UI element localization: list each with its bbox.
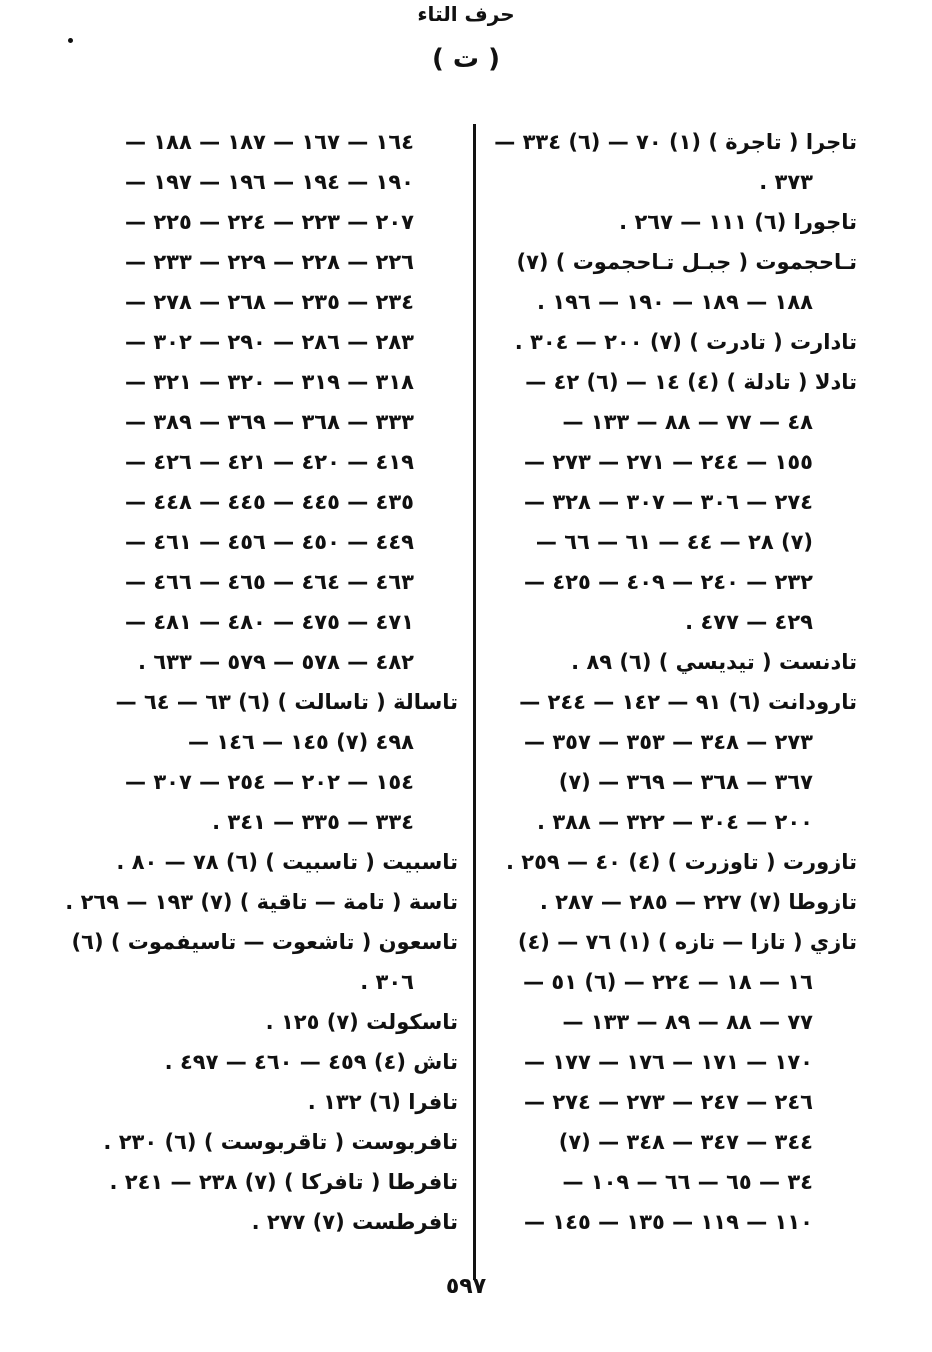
index-continuation-line: ٣٣٣ — ٣٦٨ — ٣٦٩ — ٣٨٩ — [125, 410, 414, 434]
index-continuation-line: ٤٩٨ (٧) ١٤٥ — ١٤٦ — [188, 730, 414, 754]
index-entry-line: تاش (٤) ٤٥٩ — ٤٦٠ — ٤٩٧ . [164, 1050, 458, 1074]
index-continuation-line: ١٦٤ — ١٦٧ — ١٨٧ — ١٨٨ — [125, 130, 414, 154]
index-entry-line: تازي ( تازا — تازه ) (١) ٧٦ — (٤) [517, 930, 857, 954]
index-continuation-line: ٢٠٠ — ٣٠٤ — ٣٢٢ — ٣٨٨ . [537, 810, 813, 834]
index-continuation-line: ٣٤٤ — ٣٤٧ — ٣٤٨ — (٧) [558, 1130, 813, 1154]
index-entry-line: تافرطا ( تافركا ) (٧) ٢٣٨ — ٢٤١ . [109, 1170, 458, 1194]
index-continuation-line: ٢٨٣ — ٢٨٦ — ٢٩٠ — ٣٠٢ — [125, 330, 414, 354]
ink-dot [68, 38, 73, 43]
index-continuation-line: ٢٢٦ — ٢٢٨ — ٢٢٩ — ٢٣٣ — [125, 250, 414, 274]
index-entry-line: تاسبيت ( تاسبيت ) (٦) ٧٨ — ٨٠ . [116, 850, 458, 874]
index-continuation-line: ١٦ — ١٨ — ٢٢٤ — (٦) ٥١ — [523, 970, 813, 994]
index-entry-line: تازوطا (٧) ٢٢٧ — ٢٨٥ — ٢٨٧ . [539, 890, 857, 914]
index-continuation-line: ٣٣٤ — ٣٣٥ — ٣٤١ . [212, 810, 414, 834]
index-entry-line: تاسالة ( تاسالت ) (٦) ٦٣ — ٦٤ — [115, 690, 458, 714]
index-continuation-line: ٤٣٥ — ٤٤٥ — ٤٤٥ — ٤٤٨ — [125, 490, 414, 514]
index-continuation-line: (٧) ٢٨ — ٤٤ — ٦١ — ٦٦ — [535, 530, 813, 554]
index-continuation-line: ١٩٠ — ١٩٤ — ١٩٦ — ١٩٧ — [125, 170, 414, 194]
index-entry-line: تافربوست ( تاقربوست ) (٦) ٢٣٠ . [103, 1130, 458, 1154]
index-entry-line: تافرا (٦) ١٣٢ . [307, 1090, 458, 1114]
index-continuation-line: ٧٧ — ٨٨ — ٨٩ — ١٣٣ — [562, 1010, 813, 1034]
index-continuation-line: ٤٨ — ٧٧ — ٨٨ — ١٣٣ — [562, 410, 813, 434]
column-divider [473, 124, 476, 1280]
index-entry-line: تادارت ( تادرت ) (٧) ٢٠٠ — ٣٠٤ . [514, 330, 857, 354]
index-continuation-line: ٢٧٤ — ٣٠٦ — ٣٠٧ — ٣٢٨ — [524, 490, 813, 514]
index-continuation-line: ٢٧٣ — ٣٤٨ — ٣٥٣ — ٣٥٧ — [524, 730, 813, 754]
section-header: حرف التاء [417, 2, 515, 26]
index-continuation-line: ٤٧١ — ٤٧٥ — ٤٨٠ — ٤٨١ — [125, 610, 414, 634]
page-number: ٥٩٧ [445, 1274, 487, 1299]
index-continuation-line: ٢٣٤ — ٢٣٥ — ٢٦٨ — ٢٧٨ — [125, 290, 414, 314]
index-continuation-line: ٣٤ — ٦٥ — ٦٦ — ١٠٩ — [562, 1170, 813, 1194]
index-continuation-line: ٣١٨ — ٣١٩ — ٣٢٠ — ٣٢١ — [125, 370, 414, 394]
index-continuation-line: ٣٠٦ . [360, 970, 414, 994]
index-continuation-line: ٣٧٣ . [759, 170, 813, 194]
index-continuation-line: ٤٦٣ — ٤٦٤ — ٤٦٥ — ٤٦٦ — [125, 570, 414, 594]
index-entry-line: تاسعون ( تاشعوت — تاسيفموت ) (٦) [71, 930, 458, 954]
index-continuation-line: ٢٠٧ — ٢٢٣ — ٢٢٤ — ٢٢٥ — [125, 210, 414, 234]
index-continuation-line: ١٥٥ — ٢٤٤ — ٢٧١ — ٢٧٣ — [524, 450, 813, 474]
index-continuation-line: ١٥٤ — ٢٠٢ — ٢٥٤ — ٣٠٧ — [125, 770, 414, 794]
index-continuation-line: ٢٣٢ — ٢٤٠ — ٤٠٩ — ٤٢٥ — [524, 570, 813, 594]
index-continuation-line: ٣٦٧ — ٣٦٨ — ٣٦٩ — (٧) [558, 770, 813, 794]
left-column [65, 122, 458, 1242]
index-continuation-line: ١٨٨ — ١٨٩ — ١٩٠ — ١٩٦ . [537, 290, 813, 314]
index-continuation-line: ١٧٠ — ١٧١ — ١٧٦ — ١٧٧ — [524, 1050, 813, 1074]
index-entry-line: تاسكولت (٧) ١٢٥ . [265, 1010, 458, 1034]
index-entry-line: تافرطست (٧) ٢٧٧ . [251, 1210, 458, 1234]
index-continuation-line: ١١٠ — ١١٩ — ١٣٥ — ١٤٥ — [524, 1210, 813, 1234]
index-entry-line: تادلا ( تادلة ) (٤) ١٤ — (٦) ٤٢ — [525, 370, 857, 394]
index-entry-line: تـاحجموت ( جبـل تـاحجموت ) (٧) [516, 250, 857, 274]
index-entry-line: تادنست ( تيديسي ) (٦) ٨٩ . [571, 650, 857, 674]
index-entry-line: تاجورا (٦) ١١١ — ٢٦٧ . [619, 210, 857, 234]
index-entry-line: تاجرا ( تاجرة ) (١) ٧٠ — (٦) ٣٣٤ — [494, 130, 857, 154]
section-letter: ( ت ) [431, 44, 500, 74]
index-continuation-line: ٤١٩ — ٤٢٠ — ٤٢١ — ٤٢٦ — [125, 450, 414, 474]
index-continuation-line: ٤٨٢ — ٥٧٨ — ٥٧٩ — ٦٣٣ . [138, 650, 414, 674]
index-entry-line: تاسة ( تامة — تاقية ) (٧) ١٩٣ — ٢٦٩ . [65, 890, 458, 914]
index-continuation-line: ٤٤٩ — ٤٥٠ — ٤٥٦ — ٤٦١ — [125, 530, 414, 554]
index-entry-line: تازورت ( تاوزرت ) (٤) ٤٠ — ٢٥٩ . [505, 850, 857, 874]
index-continuation-line: ٤٢٩ — ٤٧٧ . [685, 610, 813, 634]
index-entry-line: تارودانت (٦) ٩١ — ١٤٢ — ٢٤٤ — [519, 690, 857, 714]
index-continuation-line: ٢٤٦ — ٢٤٧ — ٢٧٣ — ٢٧٤ — [524, 1090, 813, 1114]
right-column [494, 122, 857, 1242]
